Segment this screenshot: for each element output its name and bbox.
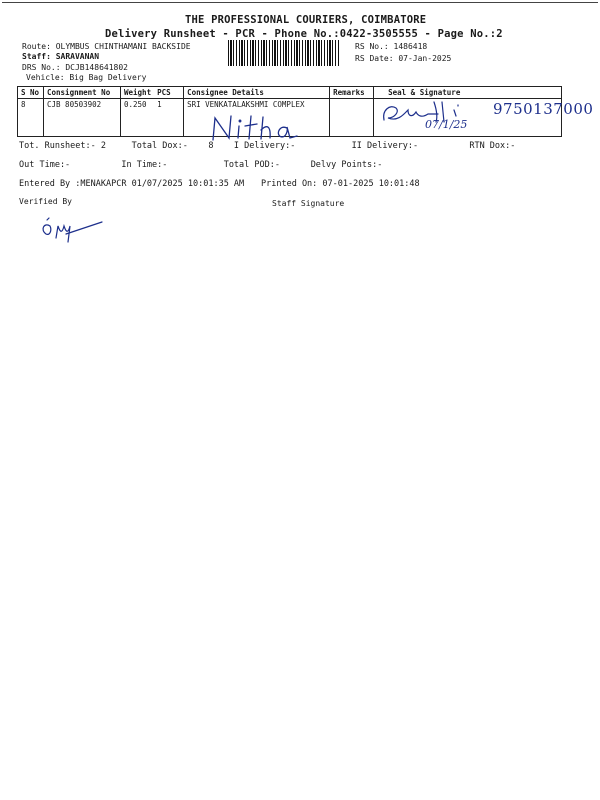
cell-remarks — [330, 99, 374, 137]
rs-date: RS Date: 07-Jan-2025 — [355, 54, 452, 63]
top-rule — [2, 2, 598, 3]
col-consignee: Consignee Details — [184, 87, 330, 99]
col-remarks: Remarks — [330, 87, 374, 99]
verified-initials-signature — [38, 212, 108, 244]
handwritten-date: 07/1/25 — [425, 118, 468, 131]
barcode — [228, 40, 340, 66]
staff-signature-label: Staff Signature — [272, 199, 345, 208]
handwritten-phone: 9750137000 — [493, 100, 594, 118]
route-text: Route: OLYMBUS CHINTHAMANI BACKSIDE — [22, 42, 191, 51]
summary-line-2: Out Time:- In Time:- Total POD:- Delvy Points:- — [19, 160, 383, 170]
cell-consignment: CJB 80503902 — [44, 99, 121, 137]
cell-sno: 8 — [18, 99, 44, 137]
col-sno: S No — [18, 87, 44, 99]
rs-number: RS No.: 1486418 — [355, 42, 428, 51]
drs-number: DRS No.: DCJB148641802 — [22, 63, 128, 72]
entered-by: Entered By :MENAKAPCR 01/07/2025 10:01:35 AM — [19, 179, 245, 189]
col-pcs: PCS — [154, 87, 184, 99]
summary-line-1: Tot. Runsheet:- 2 Total Dox:- 8 I Delivery:- II Delivery:- RTN Dox:- — [19, 141, 516, 151]
company-title: THE PROFESSIONAL COURIERS, COIMBATORE — [185, 14, 427, 26]
cell-pcs: 1 — [154, 99, 184, 137]
col-weight: Weight — [121, 87, 155, 99]
cell-weight: 0.250 — [121, 99, 155, 137]
col-consignment: Consignment No — [44, 87, 121, 99]
runsheet-subtitle: Delivery Runsheet - PCR - Phone No.:0422-3505555 - Page No.:2 — [105, 28, 503, 40]
cell-consignee: SRI VENKATALAKSHMI COMPLEX — [184, 99, 330, 137]
handwritten-receiver-name — [205, 112, 305, 144]
verified-by-label: Verified By — [19, 197, 72, 206]
col-seal-signature: Seal & Signature — [374, 87, 562, 99]
staff-text: Staff: SARAVANAN — [22, 52, 100, 61]
printed-on: Printed On: 07-01-2025 10:01:48 — [261, 179, 420, 189]
vehicle-text: Vehicle: Big Bag Delivery — [26, 73, 147, 82]
